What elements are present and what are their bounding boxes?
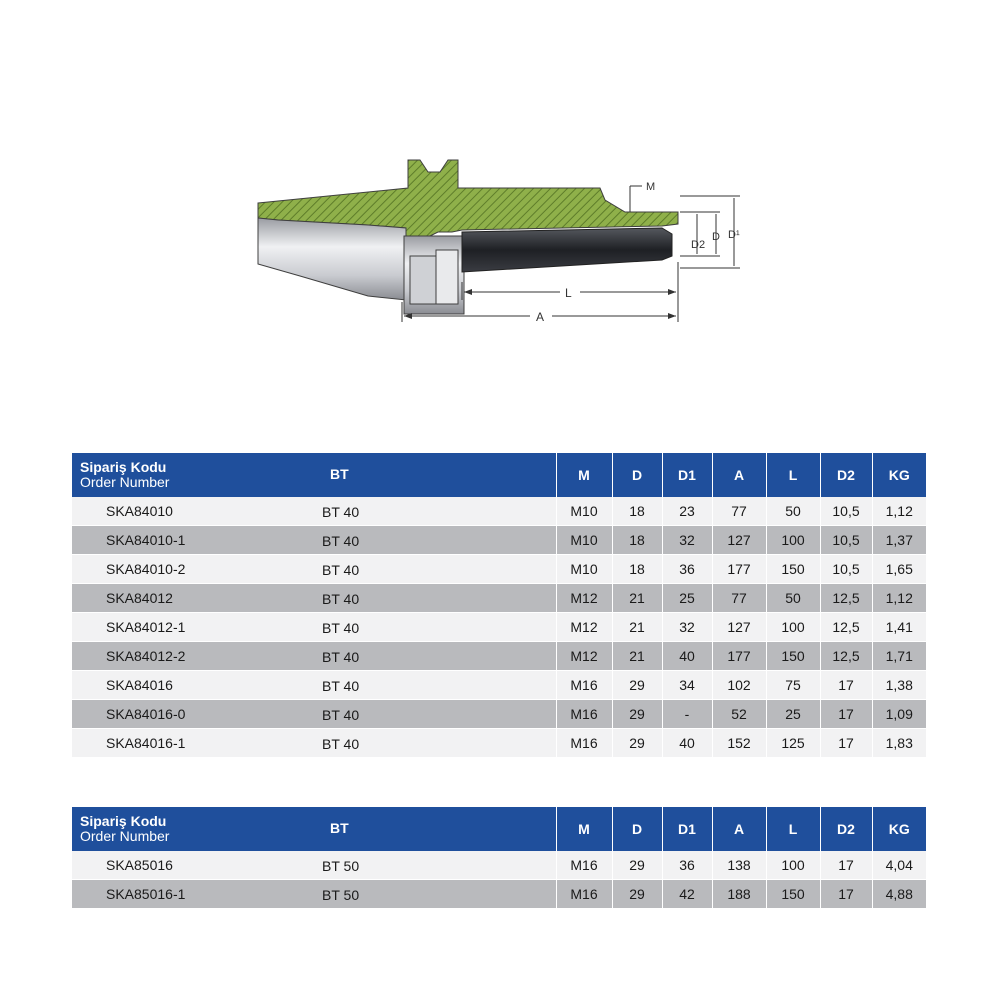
cell-d2: 17 [820, 700, 872, 729]
m-label: M [646, 181, 656, 193]
header-m: M [556, 453, 612, 497]
cell-bt: BT 40 [322, 678, 360, 694]
cell-l: 150 [766, 642, 820, 671]
cell-bt: BT 40 [322, 707, 360, 723]
cell-order-number: SKA85016 [106, 857, 173, 873]
cell-a: 188 [712, 880, 766, 909]
cell-order-cell [72, 700, 556, 729]
header-d1: D1 [662, 807, 712, 851]
cell-d: 21 [612, 584, 662, 613]
header-d2: D2 [820, 453, 872, 497]
cell-d2: 17 [820, 671, 872, 700]
header-a: A [712, 453, 766, 497]
bt40-spec-table [72, 453, 926, 758]
table-header-row [72, 453, 926, 497]
cell-kg: 1,65 [872, 555, 926, 584]
cell-d1: 32 [662, 526, 712, 555]
table-row [72, 613, 926, 642]
table-row [72, 584, 926, 613]
header-d: D [612, 807, 662, 851]
cell-kg: 4,04 [872, 851, 926, 880]
d-label: D [712, 231, 720, 243]
cell-kg: 4,88 [872, 880, 926, 909]
table-row [72, 642, 926, 671]
cell-a: 152 [712, 729, 766, 758]
cell-m: M10 [556, 497, 612, 526]
cell-d1: - [662, 700, 712, 729]
cell-order-cell [72, 671, 556, 700]
cell-d: 29 [612, 671, 662, 700]
cell-d1: 32 [662, 613, 712, 642]
header-order-en: Order Number [80, 828, 170, 844]
cell-l: 100 [766, 851, 820, 880]
cell-kg: 1,41 [872, 613, 926, 642]
cell-l: 150 [766, 555, 820, 584]
cell-order-cell [72, 729, 556, 758]
header-kg: KG [872, 807, 926, 851]
cell-d: 18 [612, 526, 662, 555]
cell-d: 21 [612, 642, 662, 671]
cell-d1: 25 [662, 584, 712, 613]
a-label: A [536, 310, 545, 324]
header-d2: D2 [820, 807, 872, 851]
cell-bt: BT 40 [322, 620, 360, 636]
cell-m: M10 [556, 526, 612, 555]
cell-d1: 36 [662, 555, 712, 584]
cell-a: 102 [712, 671, 766, 700]
cell-order-number: SKA84016-1 [106, 735, 186, 751]
cell-a: 77 [712, 584, 766, 613]
cell-a: 127 [712, 526, 766, 555]
header-order-tr: Sipariş Kodu [80, 459, 167, 475]
bt50-spec-table [72, 807, 926, 909]
cell-order-number: SKA84010-1 [106, 532, 186, 548]
cell-l: 100 [766, 526, 820, 555]
flange-groove [410, 256, 436, 304]
cell-d: 29 [612, 729, 662, 758]
cell-kg: 1,12 [872, 584, 926, 613]
cell-m: M12 [556, 584, 612, 613]
cell-a: 138 [712, 851, 766, 880]
cell-m: M16 [556, 851, 612, 880]
cell-d: 21 [612, 613, 662, 642]
header-order-number [72, 807, 556, 851]
bore [462, 228, 672, 272]
header-a: A [712, 807, 766, 851]
cell-kg: 1,12 [872, 497, 926, 526]
cell-d: 29 [612, 880, 662, 909]
cell-l: 150 [766, 880, 820, 909]
table-row [72, 555, 926, 584]
header-d1: D1 [662, 453, 712, 497]
header-m: M [556, 807, 612, 851]
cell-bt: BT 40 [322, 736, 360, 752]
cell-d2: 12,5 [820, 642, 872, 671]
cell-d1: 34 [662, 671, 712, 700]
m-dimension [630, 186, 642, 212]
cell-order-number: SKA84010 [106, 503, 173, 519]
header-bt: BT [330, 820, 349, 836]
taper-shank [258, 218, 406, 300]
cell-order-number: SKA84012-1 [106, 619, 186, 635]
cell-l: 25 [766, 700, 820, 729]
cell-d: 29 [612, 851, 662, 880]
cell-d2: 17 [820, 880, 872, 909]
cell-d2: 10,5 [820, 526, 872, 555]
cell-m: M16 [556, 729, 612, 758]
cell-bt: BT 50 [322, 887, 360, 903]
cell-d2: 10,5 [820, 555, 872, 584]
cell-d1: 40 [662, 642, 712, 671]
table-row [72, 851, 926, 880]
cell-l: 50 [766, 584, 820, 613]
tool-holder-drawing [0, 0, 996, 420]
cell-order-cell [72, 584, 556, 613]
cell-d1: 40 [662, 729, 712, 758]
cell-bt: BT 40 [322, 562, 360, 578]
table-row [72, 497, 926, 526]
cell-m: M10 [556, 555, 612, 584]
cell-d2: 17 [820, 729, 872, 758]
cell-m: M12 [556, 642, 612, 671]
cell-kg: 1,38 [872, 671, 926, 700]
cell-d2: 12,5 [820, 584, 872, 613]
cell-order-cell [72, 555, 556, 584]
cell-l: 75 [766, 671, 820, 700]
cell-m: M12 [556, 613, 612, 642]
cell-order-number: SKA84016-0 [106, 706, 186, 722]
header-d: D [612, 453, 662, 497]
header-order-tr: Sipariş Kodu [80, 813, 167, 829]
table-header-row [72, 807, 926, 851]
d2-label: D2 [691, 239, 706, 251]
cell-order-cell [72, 642, 556, 671]
cell-d2: 10,5 [820, 497, 872, 526]
cell-kg: 1,37 [872, 526, 926, 555]
table-row [72, 729, 926, 758]
cell-m: M16 [556, 671, 612, 700]
header-kg: KG [872, 453, 926, 497]
cell-order-number: SKA85016-1 [106, 886, 186, 902]
cell-d1: 36 [662, 851, 712, 880]
l-label: L [565, 286, 572, 300]
cell-l: 100 [766, 613, 820, 642]
cell-kg: 1,09 [872, 700, 926, 729]
d1-label: D¹ [728, 229, 740, 241]
cell-order-cell [72, 526, 556, 555]
cell-kg: 1,83 [872, 729, 926, 758]
cell-d2: 12,5 [820, 613, 872, 642]
cell-a: 52 [712, 700, 766, 729]
header-l: L [766, 453, 820, 497]
cell-order-number: SKA84012 [106, 590, 173, 606]
cell-bt: BT 40 [322, 591, 360, 607]
cell-order-number: SKA84012-2 [106, 648, 186, 664]
cell-bt: BT 50 [322, 858, 360, 874]
cell-bt: BT 40 [322, 649, 360, 665]
cell-d1: 23 [662, 497, 712, 526]
cell-a: 177 [712, 642, 766, 671]
header-order-number [72, 453, 556, 497]
cell-d: 29 [612, 700, 662, 729]
header-order-en: Order Number [80, 474, 170, 490]
cell-m: M16 [556, 880, 612, 909]
cell-a: 77 [712, 497, 766, 526]
cell-m: M16 [556, 700, 612, 729]
cell-order-cell [72, 880, 556, 909]
flange-groove-inner [436, 250, 458, 304]
header-bt: BT [330, 466, 349, 482]
cell-d1: 42 [662, 880, 712, 909]
cell-bt: BT 40 [322, 533, 360, 549]
cell-bt: BT 40 [322, 504, 360, 520]
cell-d2: 17 [820, 851, 872, 880]
table-row [72, 671, 926, 700]
cell-a: 127 [712, 613, 766, 642]
cell-d: 18 [612, 497, 662, 526]
cell-order-cell [72, 851, 556, 880]
table-row [72, 526, 926, 555]
cell-kg: 1,71 [872, 642, 926, 671]
cell-l: 125 [766, 729, 820, 758]
cell-order-cell [72, 613, 556, 642]
cell-d: 18 [612, 555, 662, 584]
table-row [72, 880, 926, 909]
cell-order-number: SKA84010-2 [106, 561, 186, 577]
table-row [72, 700, 926, 729]
cell-order-number: SKA84016 [106, 677, 173, 693]
header-l: L [766, 807, 820, 851]
cell-a: 177 [712, 555, 766, 584]
cell-order-cell [72, 497, 556, 526]
cell-l: 50 [766, 497, 820, 526]
